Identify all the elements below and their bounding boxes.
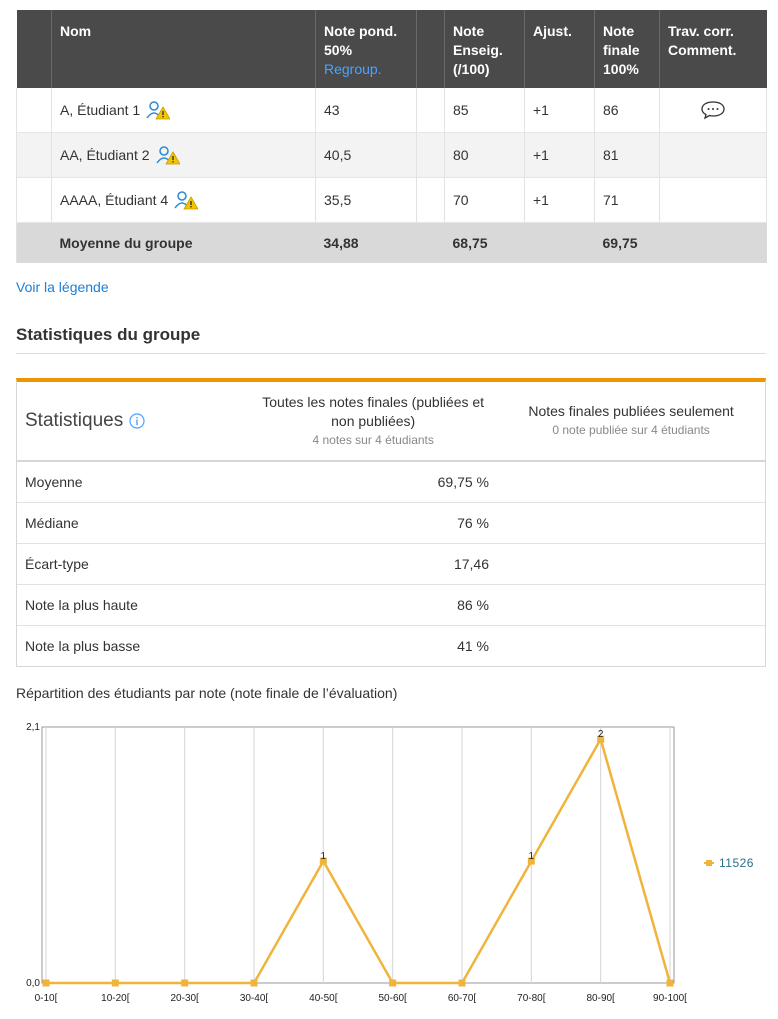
stat-row-stddev: Écart-type 17,46	[17, 544, 765, 585]
x-tick-label: 20-30[	[170, 993, 199, 1004]
data-point	[43, 980, 50, 987]
regroup-link[interactable]: Regroup.	[324, 61, 382, 77]
weighted-column-header: Note pond. 50% Regroup.	[316, 10, 417, 88]
average-final: 69,75	[595, 223, 660, 264]
all-grades-column-header: Toutes les notes finales (publiées et non publiées) 4 notes sur 4 étudiants	[262, 393, 485, 447]
section-title: Statistiques du groupe	[16, 325, 201, 344]
adjust-column-header: Ajust.	[525, 10, 595, 88]
student-name[interactable]: AAAA, Étudiant 4	[60, 192, 169, 208]
view-legend-link[interactable]: Voir la légende	[16, 279, 109, 295]
grades-table	[16, 10, 767, 263]
average-label: Moyenne du groupe	[52, 223, 316, 264]
data-point	[459, 980, 466, 987]
spacer-column-header	[417, 10, 445, 88]
stat-row-max: Note la plus haute 86 %	[17, 585, 765, 626]
data-point	[251, 980, 258, 987]
name-column-header[interactable]: Nom	[52, 10, 316, 88]
data-point	[667, 980, 674, 987]
data-label: 2	[597, 729, 604, 741]
table-row: AA, Étudiant 2 40,5 80 +1 81	[17, 133, 767, 178]
y-tick-label: 0,0	[26, 978, 40, 989]
x-tick-label: 50-60[	[378, 993, 407, 1004]
statistics-header	[17, 382, 765, 462]
x-tick-label: 30-40[	[239, 993, 269, 1004]
table-row: A, Étudiant 1 43 85 +1 86	[17, 88, 767, 133]
distribution-chart	[0, 712, 778, 1012]
data-label: 1	[320, 851, 327, 863]
select-column-header	[17, 10, 52, 88]
average-row	[17, 223, 767, 264]
data-point	[181, 980, 188, 987]
student-name[interactable]: AA, Étudiant 2	[60, 147, 150, 163]
plot-area	[42, 727, 674, 983]
x-tick-label: 0-10[	[34, 993, 58, 1004]
average-teacher: 68,75	[445, 223, 525, 264]
stat-row-median: Médiane 76 %	[17, 503, 765, 544]
y-tick-label: 2,1	[26, 722, 40, 733]
data-label: 1	[528, 851, 535, 863]
x-tick-label: 40-50[	[309, 993, 338, 1004]
data-point	[112, 980, 119, 987]
student-warning-icon	[174, 190, 198, 210]
teacher-column-header: Note Enseig. (/100)	[445, 10, 525, 88]
student-warning-icon	[156, 145, 180, 165]
average-weighted: 34,88	[316, 223, 417, 264]
student-name[interactable]: A, Étudiant 1	[60, 102, 141, 118]
data-point	[389, 980, 396, 987]
student-warning-icon	[146, 100, 170, 120]
legend-label: 11526	[719, 856, 754, 870]
work-column-header: Trav. corr. Comment.	[660, 10, 767, 88]
section-divider	[16, 353, 766, 354]
published-grades-column-header: Notes finales publiées seulement 0 note publiée sur 4 étudiants	[528, 403, 734, 437]
statistics-table	[16, 378, 766, 667]
stat-row-min: Note la plus basse 41 %	[25, 638, 489, 654]
x-tick-label: 90-100[	[653, 993, 687, 1004]
stat-row-mean: Moyenne 69,75 %	[17, 462, 765, 503]
chart-title: Répartition des étudiants par note (note finale de l’évaluation)	[16, 685, 398, 701]
x-tick-label: 10-20[	[101, 993, 130, 1004]
x-tick-label: 80-90[	[586, 993, 615, 1004]
comment-icon[interactable]	[700, 100, 726, 120]
x-tick-label: 60-70[	[447, 993, 477, 1004]
x-tick-label: 70-80[	[517, 993, 546, 1004]
legend-swatch	[706, 860, 712, 866]
table-row: AAAA, Étudiant 4 35,5 70 +1 71	[17, 178, 767, 223]
statistics-title: Statistiques	[25, 410, 124, 431]
info-icon[interactable]	[129, 413, 145, 429]
final-column-header: Note finale 100%	[595, 10, 660, 88]
